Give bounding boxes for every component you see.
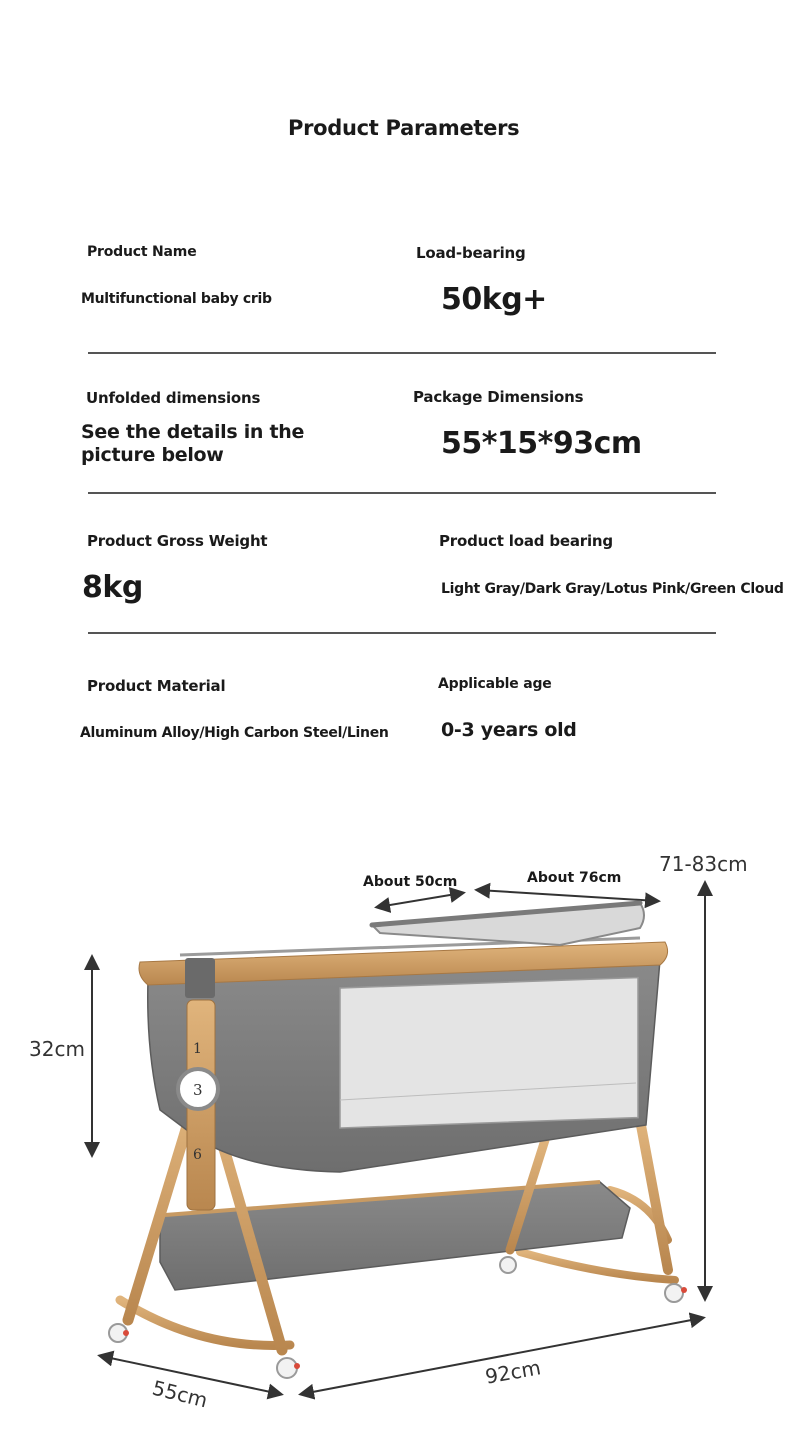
age-label: Applicable age [438,676,552,692]
baby-crib-illustration [0,800,790,1454]
material-label: Product Material [87,677,226,695]
tray-length-label: About 76cm [527,870,622,886]
length-arrow [302,1318,702,1394]
divider-1 [88,352,716,354]
unfolded-dimensions-label: Unfolded dimensions [86,389,261,407]
gross-weight-value: 8kg [82,570,143,605]
load-bearing-value: 50kg+ [441,282,547,317]
height-level-3: 3 [193,1081,203,1099]
width-label: 55cm [149,1375,211,1413]
length-label: 92cm [483,1355,543,1389]
material-value: Aluminum Alloy/High Carbon Steel/Linen [80,725,389,741]
package-dimensions-value: 55*15*93cm [441,426,642,461]
product-name-value: Multifunctional baby crib [81,291,272,307]
divider-3 [88,632,716,634]
tray-width-arrow [378,893,462,907]
height-level-6: 6 [193,1147,202,1163]
package-dimensions-label: Package Dimensions [413,388,584,406]
product-load-value: Light Gray/Dark Gray/Lotus Pink/Green Cloud [441,581,784,597]
tray-width-label: About 50cm [363,874,458,890]
width-arrow [101,1356,280,1394]
tray-length-arrow [478,890,657,901]
gross-weight-label: Product Gross Weight [87,532,268,550]
product-load-label: Product load bearing [439,532,613,550]
divider-2 [88,492,716,494]
unfolded-dimensions-value-line2: picture below [81,444,224,466]
load-bearing-label: Load-bearing [416,244,526,262]
age-value: 0-3 years old [441,719,577,741]
unfolded-dimensions-value-line1: See the details in the [81,421,305,443]
product-name-label: Product Name [87,244,197,260]
height-level-1: 1 [193,1041,202,1057]
side-height-label: 32cm [29,1037,85,1061]
total-height-label: 71-83cm [659,852,748,876]
page-title: Product Parameters [288,116,520,140]
